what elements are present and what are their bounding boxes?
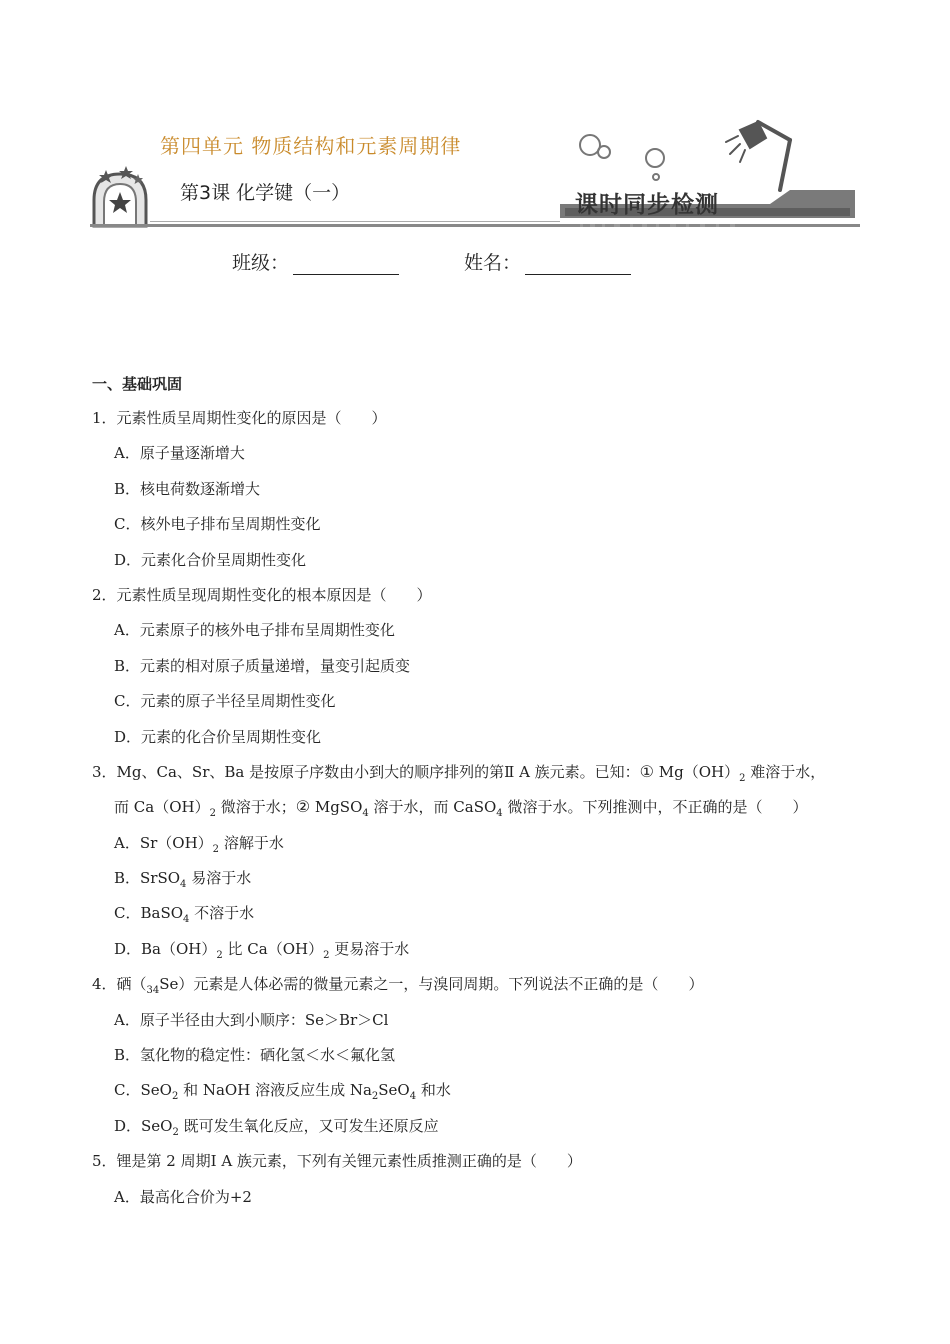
q4-option-d[interactable]: D．SeO$_2$ 既可发生氧化反应，又可发生还原反应 [114,1116,439,1138]
circled-2: ② [295,797,311,817]
q3-stem: 3．Mg、Ca、Sr、Ba 是按原子序数由小到大的顺序排列的第Ⅱ A 族元素。已知：① $Mg(OH)_2$ 难溶于水， [92,761,826,784]
q5-stem: 5．锂是第 2 周期Ⅰ A 族元素，下列有关锂元素性质推测正确的是（ ） [92,1152,582,1171]
section-title: 一、基础巩固 [92,375,183,393]
q3-option-b[interactable]: B．SrSO$_4$ 易溶于水 [114,869,252,891]
q1-option-a[interactable]: A．原子量逐渐增大 [114,444,245,463]
q4-option-a[interactable]: A．原子半径由大到小顺序：Se＞Br＞Cl [114,1010,389,1029]
q5-option-a[interactable]: A．最高化合价为+2 [114,1187,252,1206]
class-label: 班级： [232,252,290,274]
unit-title: 第四单元 物质结构和元素周期律 [160,134,462,158]
q2-option-b[interactable]: B．元素的相对原子质量递增，量变引起质变 [114,656,411,675]
q4-option-b[interactable]: B．氢化物的稳定性：硒化氢＜水＜氟化氢 [114,1046,396,1065]
q2-option-d[interactable]: D．元素的化合价呈周期性变化 [114,727,322,746]
bubbles-icon [580,135,664,180]
lesson-title: 第3课 化学键（一） [180,182,351,204]
name-label: 姓名： [464,252,522,274]
question-list [92,370,882,1222]
q2-stem: 2．元素性质呈现周期性变化的根本原因是（ ） [92,585,432,604]
header-graphic [90,100,860,240]
desk-lamp-icon [726,122,790,190]
q4-stem: 4．硒$(_{34}Se)$元素是人体必需的微量元素之一，与溴同周期。下列说法不正确的是（ ） [92,975,704,997]
q1-option-d[interactable]: D．元素化合价呈周期性变化 [114,550,307,569]
q3-option-d[interactable]: D．$Ba(OH)_2$ 比 $Ca(OH)_2$ 更易溶于水 [114,939,410,961]
page-header [90,100,860,240]
q3-option-c[interactable]: C．BaSO$_4$ 不溶于水 [114,904,255,926]
banner-text: 课时同步检测 [575,191,719,218]
class-blank[interactable] [293,254,399,275]
q1-stem: 1．元素性质呈周期性变化的原因是（ ） [92,409,387,427]
q3-option-a[interactable]: A．$Sr(OH)_2$ 溶解于水 [114,833,284,855]
name-field[interactable] [464,248,631,275]
q4-option-c[interactable]: C．SeO$_2$ 和 NaOH 溶液反应生成 $Na_2SeO_4$ 和水 [114,1081,451,1103]
q2-option-a[interactable]: A．元素原子的核外电子排布呈周期性变化 [114,621,395,640]
star-badge-icon [94,166,146,226]
name-blank[interactable] [525,254,631,275]
q1-option-b[interactable]: B．核电荷数逐渐增大 [114,479,261,498]
q2-option-c[interactable]: C．元素的原子半径呈周期性变化 [114,692,336,711]
circled-1: ① [639,761,655,781]
class-field[interactable] [232,248,399,275]
q3-stem-continued: 而 $Ca(OH)_2$ 微溶于水；② MgSO$_4$ 溶于水，而 CaSO$_4$ 微溶于水。下列推测中，不正确的是（ ） [114,797,808,820]
q1-option-c[interactable]: C．核外电子排布呈周期性变化 [114,515,321,534]
